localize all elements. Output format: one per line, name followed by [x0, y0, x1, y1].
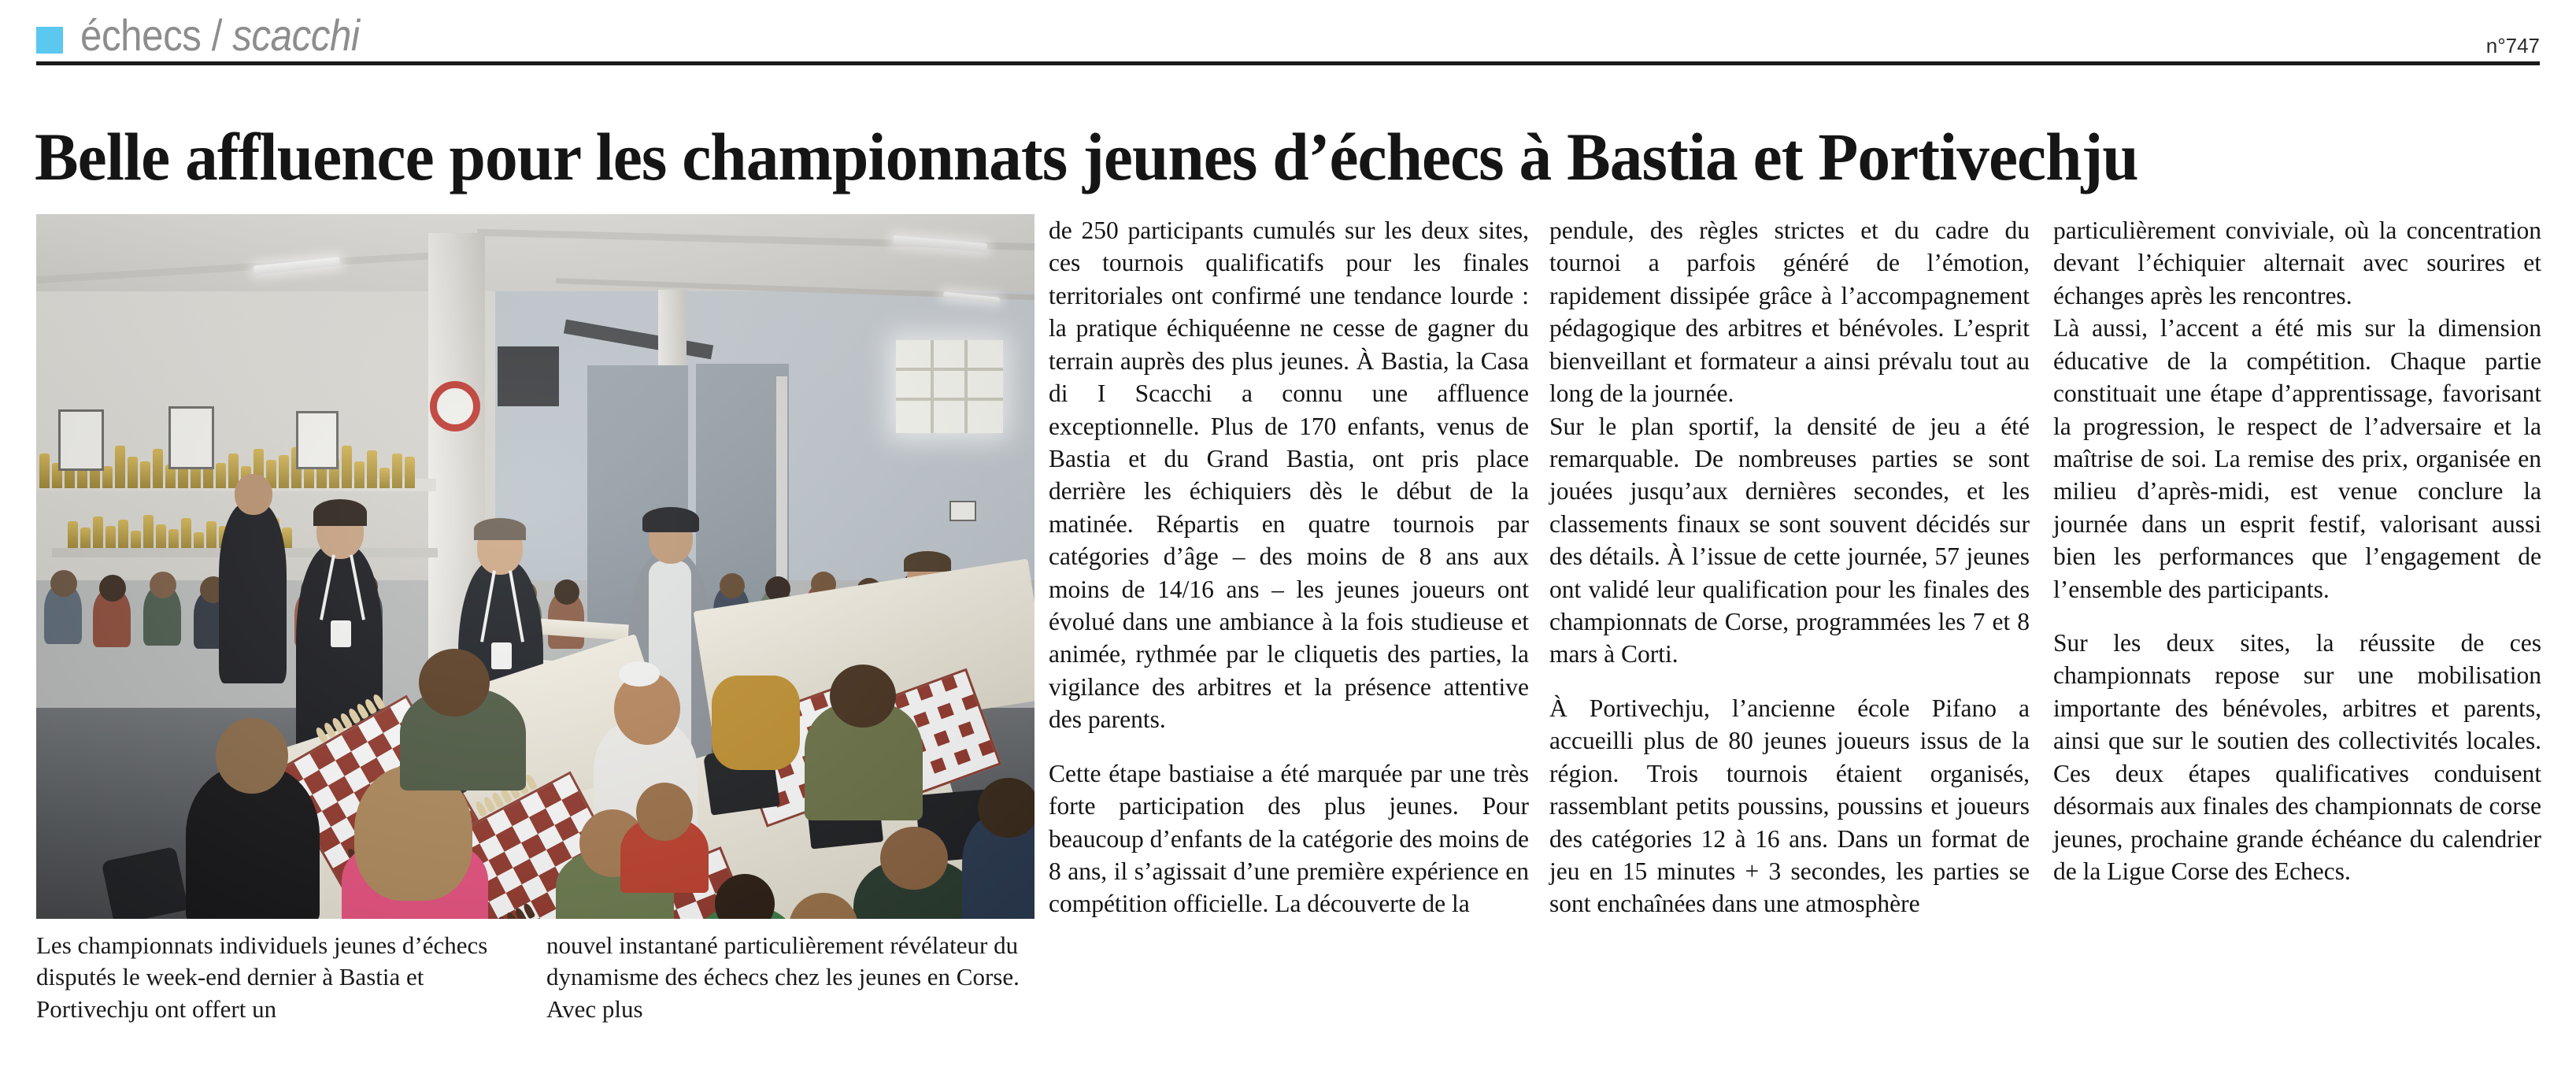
photo-caption	[36, 930, 1034, 1025]
issue-number: n°747	[2485, 34, 2540, 57]
rubric-title-separator: /	[201, 10, 233, 60]
paragraph: À Portivechju, l’ancienne école Pifano a accueilli plus de 80 jeunes joueurs issus de la région. Trois tournois étaient organisés, rassemblant petits poussins, poussins et joueurs des catégories 12 à 16 ans. Dans un format de jeu en 15 minutes + 3 secondes, les parties se sont enchaînées dans une atmosphère	[1549, 694, 2030, 918]
paragraph: particulièrement conviviale, où la concentration devant l’échiquier alternait avec sourires et échanges après les rencontres.	[2053, 217, 2541, 309]
rubric-title	[80, 10, 360, 60]
photo-block	[36, 214, 1034, 1025]
paragraph: Cette étape bastiaise a été marquée par une très forte participation des plus jeunes. Pour beaucoup d’enfants de la catégorie des moins de 8 ans, il s’agissait d’une première expérience en compétition officielle. La découverte de la	[1049, 759, 1529, 918]
photo-caption-part2: nouvel instantané particulièrement révélateur du dynamisme des échecs chez les jeunes en Corse. Avec plus	[546, 931, 1020, 1023]
paragraph: Sur le plan sportif, la densité de jeu a été remarquable. De nombreuses parties se sont jouées jusqu’aux dernières secondes, et les classements finaux se sont souvent décidés sur des détails. À l’issue de cette journée, 57 jeunes ont validé leur qualification pour les finales des championnats de Corse, programmées les 7 et 8 mars à Corti.	[1549, 412, 2030, 668]
paragraph: Là aussi, l’accent a été mis sur la dimension éducative de la compétition. Chaque partie constituait une étape d’apprentissage, favorisant la progression, le respect de l’adversaire et la maîtrise de soi. La remise des prix, organisée en milieu d’après-midi, est venue conclure la journée dans un esprit festif, valorisant aussi bien les performances que l’engagement de l’ensemble des participants.	[2053, 314, 2541, 603]
article-photo	[36, 214, 1034, 919]
rubric-color-square	[36, 27, 63, 54]
article-column-1	[1049, 214, 1529, 920]
header-rule	[36, 61, 2540, 65]
article-column-3	[2053, 214, 2541, 887]
article-body	[36, 214, 2540, 1057]
rubric-title-co: scacchi	[232, 10, 360, 60]
rubric-header	[36, 11, 2540, 60]
page-title: Belle affluence pour les championnats jeunes d’échecs à Bastia et Portivechju	[35, 118, 2138, 194]
paragraph: Sur les deux sites, la réussite de ces championnats repose sur une mobilisation importante des bénévoles, arbitres et parents, ainsi que sur le soutien des collectivités locales. Ces deux étapes qualificatives conduisent désormais aux finales des championnats de corse jeunes, prochaine grande échéance du calendrier de la Ligue Corse des Echecs.	[2053, 629, 2541, 886]
rubric-title-fr: échecs	[80, 10, 202, 60]
paragraph: pendule, des règles strictes et du cadre du tournoi a parfois généré de l’émotion, rapidement dissipée grâce à l’accompagnement pédagogique des arbitres et bénévoles. L’esprit bienveillant et formateur a ainsi prévalu tout au long de la journée.	[1549, 217, 2030, 408]
photo-caption-part1: Les championnats individuels jeunes d’échecs disputés le week-end dernier à Bastia et Portivechju ont offert un	[36, 931, 488, 1023]
paragraph: de 250 participants cumulés sur les deux sites, ces tournois qualificatifs pour les finales territoriales ont confirmé une tendance lourde : la pratique échiquéenne ne cesse de gagner du terrain auprès des plus jeunes. À Bastia, la Casa di I Scacchi a connu une affluence exceptionnelle. Plus de 170 enfants, venus de Bastia et du Grand Bastia, ont pris place derrière les échiquiers dès le début de la matinée. Répartis en quatre tournois par catégories d’âge – des moins de 8 ans aux moins de 14/16 ans – les jeunes joueurs ont évolué dans une ambiance à la fois studieuse et animée, rythmée par le cliquetis des parties, la vigilance des arbitres et la présence attentive des parents.	[1049, 217, 1529, 734]
article-column-2	[1549, 214, 2030, 920]
